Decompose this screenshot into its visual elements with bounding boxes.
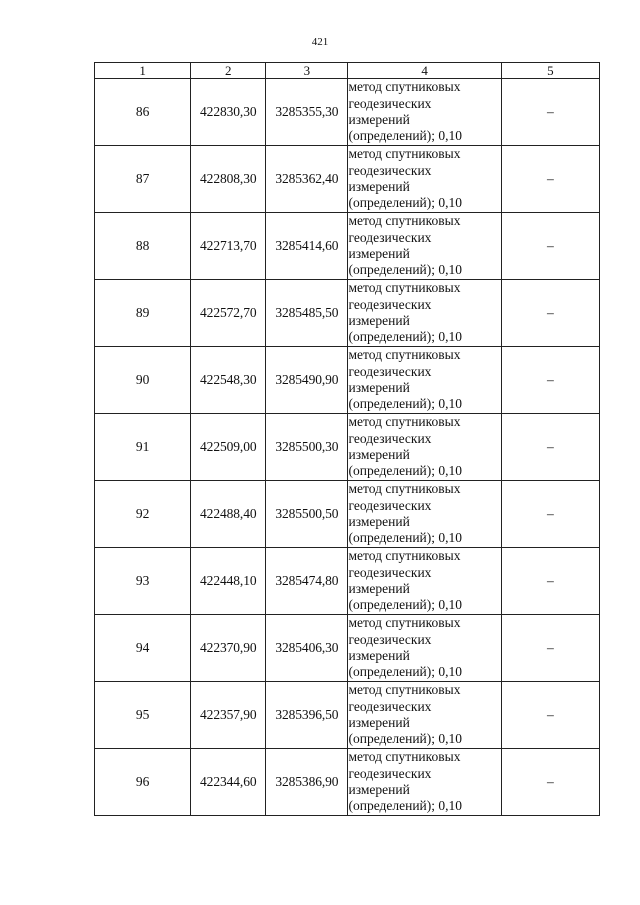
method-line: геодезических: [348, 631, 432, 647]
note-cell: –: [501, 146, 599, 213]
header-col-3: 3: [266, 63, 348, 79]
method-cell: [348, 749, 501, 816]
method-line: метод спутниковых: [348, 146, 461, 162]
method-line: измерений: [348, 715, 410, 730]
table-row: [95, 548, 600, 615]
method-line: метод спутниковых: [348, 414, 461, 430]
method-line: метод спутниковых: [348, 79, 461, 95]
table-row: [95, 79, 600, 146]
x-coordinate-cell: 422344,60: [191, 749, 266, 816]
table-row: [95, 682, 600, 749]
x-coordinate-cell: 422830,30: [191, 79, 266, 146]
y-coordinate-cell: 3285500,50: [266, 481, 348, 548]
method-cell: [348, 615, 501, 682]
table-body: [95, 79, 600, 816]
method-line: геодезических: [348, 698, 432, 714]
method-line: (определений); 0,10: [348, 329, 463, 345]
x-coordinate-cell: 422713,70: [191, 213, 266, 280]
method-line: (определений); 0,10: [348, 195, 463, 211]
table-row: [95, 749, 600, 816]
method-line: метод спутниковых: [348, 615, 461, 631]
y-coordinate-cell: 3285396,50: [266, 682, 348, 749]
x-coordinate-cell: 422357,90: [191, 682, 266, 749]
method-cell: [348, 280, 501, 347]
x-coordinate-cell: 422448,10: [191, 548, 266, 615]
method-cell: [348, 347, 501, 414]
y-coordinate-cell: 3285386,90: [266, 749, 348, 816]
method-line: геодезических: [348, 162, 432, 178]
note-cell: –: [501, 615, 599, 682]
method-line: измерений: [348, 782, 410, 797]
page-number: 421: [311, 36, 329, 48]
point-number-cell: 96: [95, 749, 191, 816]
point-number-cell: 88: [95, 213, 191, 280]
method-line: геодезических: [348, 229, 432, 245]
note-cell: –: [501, 414, 599, 481]
method-line: (определений); 0,10: [348, 798, 463, 814]
method-line: геодезических: [348, 363, 432, 379]
table-row: [95, 347, 600, 414]
method-cell: [348, 146, 501, 213]
point-number-cell: 87: [95, 146, 191, 213]
note-cell: –: [501, 347, 599, 414]
method-line: (определений); 0,10: [348, 597, 463, 613]
note-cell: –: [501, 548, 599, 615]
table-row: [95, 615, 600, 682]
method-line: геодезических: [348, 564, 432, 580]
coordinates-table: [94, 62, 600, 816]
point-number-cell: 86: [95, 79, 191, 146]
y-coordinate-cell: 3285355,30: [266, 79, 348, 146]
y-coordinate-cell: 3285500,30: [266, 414, 348, 481]
method-line: измерений: [348, 447, 410, 462]
method-line: измерений: [348, 581, 410, 596]
method-line: геодезических: [348, 765, 432, 781]
method-line: (определений); 0,10: [348, 262, 463, 278]
x-coordinate-cell: 422548,30: [191, 347, 266, 414]
y-coordinate-cell: 3285474,80: [266, 548, 348, 615]
method-cell: [348, 548, 501, 615]
method-line: (определений); 0,10: [348, 128, 463, 144]
method-cell: [348, 481, 501, 548]
method-line: (определений); 0,10: [348, 396, 463, 412]
method-line: (определений); 0,10: [348, 731, 463, 747]
table-row: [95, 481, 600, 548]
point-number-cell: 95: [95, 682, 191, 749]
point-number-cell: 91: [95, 414, 191, 481]
x-coordinate-cell: 422572,70: [191, 280, 266, 347]
table-header-row: [95, 63, 600, 79]
x-coordinate-cell: 422488,40: [191, 481, 266, 548]
note-cell: –: [501, 749, 599, 816]
method-line: метод спутниковых: [348, 682, 461, 698]
method-line: (определений); 0,10: [348, 463, 463, 479]
y-coordinate-cell: 3285414,60: [266, 213, 348, 280]
method-line: измерений: [348, 112, 410, 127]
method-line: метод спутниковых: [348, 347, 461, 363]
x-coordinate-cell: 422808,30: [191, 146, 266, 213]
method-line: (определений); 0,10: [348, 530, 463, 546]
method-cell: [348, 682, 501, 749]
method-line: геодезических: [348, 95, 432, 111]
point-number-cell: 89: [95, 280, 191, 347]
note-cell: –: [501, 280, 599, 347]
point-number-cell: 92: [95, 481, 191, 548]
method-cell: [348, 213, 501, 280]
x-coordinate-cell: 422509,00: [191, 414, 266, 481]
method-line: измерений: [348, 179, 410, 194]
method-line: геодезических: [348, 497, 432, 513]
method-line: метод спутниковых: [348, 749, 461, 765]
header-col-1: 1: [95, 63, 191, 79]
method-line: измерений: [348, 313, 410, 328]
method-line: измерений: [348, 246, 410, 261]
note-cell: –: [501, 481, 599, 548]
table-row: [95, 414, 600, 481]
method-line: геодезических: [348, 430, 432, 446]
note-cell: –: [501, 682, 599, 749]
y-coordinate-cell: 3285485,50: [266, 280, 348, 347]
point-number-cell: 93: [95, 548, 191, 615]
table-row: [95, 213, 600, 280]
header-col-2: 2: [191, 63, 266, 79]
method-line: измерений: [348, 648, 410, 663]
method-cell: [348, 414, 501, 481]
note-cell: –: [501, 213, 599, 280]
method-line: метод спутниковых: [348, 213, 461, 229]
x-coordinate-cell: 422370,90: [191, 615, 266, 682]
method-line: измерений: [348, 380, 410, 395]
point-number-cell: 90: [95, 347, 191, 414]
method-line: метод спутниковых: [348, 548, 461, 564]
y-coordinate-cell: 3285490,90: [266, 347, 348, 414]
method-cell: [348, 79, 501, 146]
y-coordinate-cell: 3285406,30: [266, 615, 348, 682]
header-col-5: 5: [501, 63, 599, 79]
point-number-cell: 94: [95, 615, 191, 682]
method-line: метод спутниковых: [348, 280, 461, 296]
header-col-4: 4: [348, 63, 501, 79]
note-cell: –: [501, 79, 599, 146]
y-coordinate-cell: 3285362,40: [266, 146, 348, 213]
table-row: [95, 146, 600, 213]
method-line: геодезических: [348, 296, 432, 312]
table-row: [95, 280, 600, 347]
method-line: (определений); 0,10: [348, 664, 463, 680]
method-line: измерений: [348, 514, 410, 529]
method-line: метод спутниковых: [348, 481, 461, 497]
